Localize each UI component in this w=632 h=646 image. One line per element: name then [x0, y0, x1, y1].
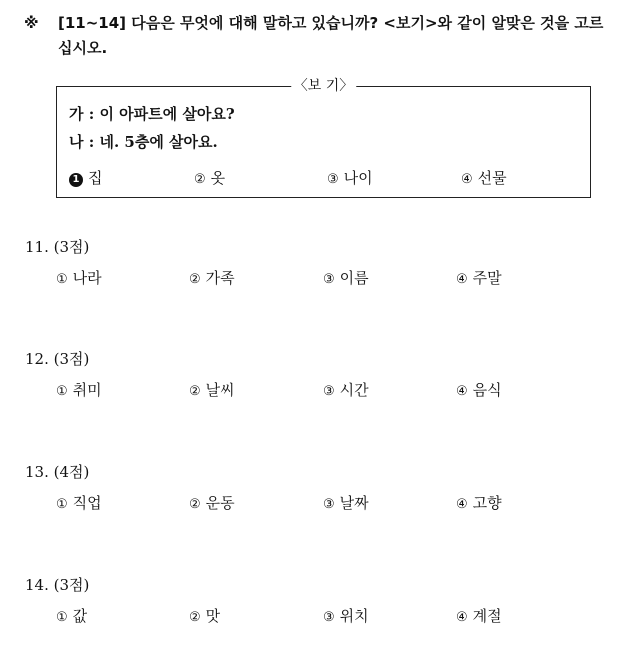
- option-text: 옷: [210, 169, 226, 187]
- option-2[interactable]: [189, 379, 235, 403]
- example-dialog-line-2: 나 : 네. 5층에 살아요.: [69, 133, 218, 151]
- option-1[interactable]: [56, 605, 87, 629]
- option-text: 나라: [72, 269, 102, 287]
- option-text: 직업: [72, 494, 102, 512]
- selected-answer-marker: 1: [69, 173, 83, 187]
- option-number: ②: [189, 610, 201, 625]
- question-options: [56, 492, 632, 514]
- question-11: [25, 237, 605, 307]
- option-2[interactable]: [189, 605, 220, 629]
- option-text: 위치: [339, 607, 369, 625]
- example-dialog-line-1: 가 : 이 아파트에 살아요?: [69, 105, 235, 123]
- option-text: 날짜: [339, 494, 369, 512]
- option-1[interactable]: [56, 492, 102, 516]
- instruction-line-1: [11~14] 다음은 무엇에 대해 말하고 있습니까? <보기>와 같이 알맞은 것을 고르: [58, 14, 604, 32]
- option-number: ②: [194, 172, 206, 187]
- option-2[interactable]: [189, 267, 235, 291]
- option-number: ①: [56, 610, 68, 625]
- option-number: ③: [323, 610, 335, 625]
- option-text: 가족: [205, 269, 235, 287]
- option-1[interactable]: [56, 267, 102, 291]
- example-option-1: [69, 167, 103, 189]
- option-number: ①: [56, 497, 68, 512]
- option-3[interactable]: [323, 267, 369, 291]
- option-text: 나이: [343, 169, 373, 187]
- option-number: ④: [456, 610, 468, 625]
- option-text: 음식: [472, 381, 502, 399]
- option-text: 주말: [472, 269, 502, 287]
- question-header: 11. (3점): [25, 238, 90, 256]
- option-text: 선물: [477, 169, 507, 187]
- example-option-4: [461, 167, 507, 191]
- example-option-3: [327, 167, 373, 191]
- option-number: ④: [456, 497, 468, 512]
- option-text: 날씨: [205, 381, 235, 399]
- option-number: ④: [456, 272, 468, 287]
- option-4[interactable]: [456, 379, 502, 403]
- option-number: ④: [461, 172, 473, 187]
- option-2[interactable]: [189, 492, 235, 516]
- reference-mark: ※: [24, 14, 39, 32]
- question-header: 13. (4점): [25, 463, 90, 481]
- option-text: 시간: [339, 381, 369, 399]
- option-number: ②: [189, 497, 201, 512]
- option-number: ③: [323, 497, 335, 512]
- question-13: [25, 462, 605, 532]
- question-options: [56, 267, 632, 289]
- option-text: 값: [72, 607, 88, 625]
- option-4[interactable]: [456, 267, 502, 291]
- option-text: 계절: [472, 607, 502, 625]
- option-text: 고향: [472, 494, 502, 512]
- option-text: 이름: [339, 269, 369, 287]
- option-number: ②: [189, 384, 201, 399]
- option-number: ③: [327, 172, 339, 187]
- instruction-line-2: 십시오.: [58, 39, 108, 57]
- question-header: 14. (3점): [25, 576, 90, 594]
- option-1[interactable]: [56, 379, 102, 403]
- option-text: 맛: [205, 607, 221, 625]
- option-text: 취미: [72, 381, 102, 399]
- question-options: [56, 605, 632, 627]
- option-3[interactable]: [323, 492, 369, 516]
- example-options: [57, 167, 590, 189]
- option-number: ③: [323, 384, 335, 399]
- example-box: [56, 78, 591, 198]
- option-number: ②: [189, 272, 201, 287]
- example-title: 〈보 기〉: [291, 76, 357, 96]
- question-14: [25, 575, 605, 645]
- example-option-2: [194, 167, 225, 191]
- option-text: 운동: [205, 494, 235, 512]
- option-number: ③: [323, 272, 335, 287]
- question-12: [25, 349, 605, 419]
- option-3[interactable]: [323, 605, 369, 629]
- option-4[interactable]: [456, 492, 502, 516]
- option-number: ①: [56, 272, 68, 287]
- option-text: 집: [88, 169, 103, 187]
- question-options: [56, 379, 632, 401]
- option-4[interactable]: [456, 605, 502, 629]
- option-number: ④: [456, 384, 468, 399]
- option-3[interactable]: [323, 379, 369, 403]
- option-number: ①: [56, 384, 68, 399]
- question-header: 12. (3점): [25, 350, 90, 368]
